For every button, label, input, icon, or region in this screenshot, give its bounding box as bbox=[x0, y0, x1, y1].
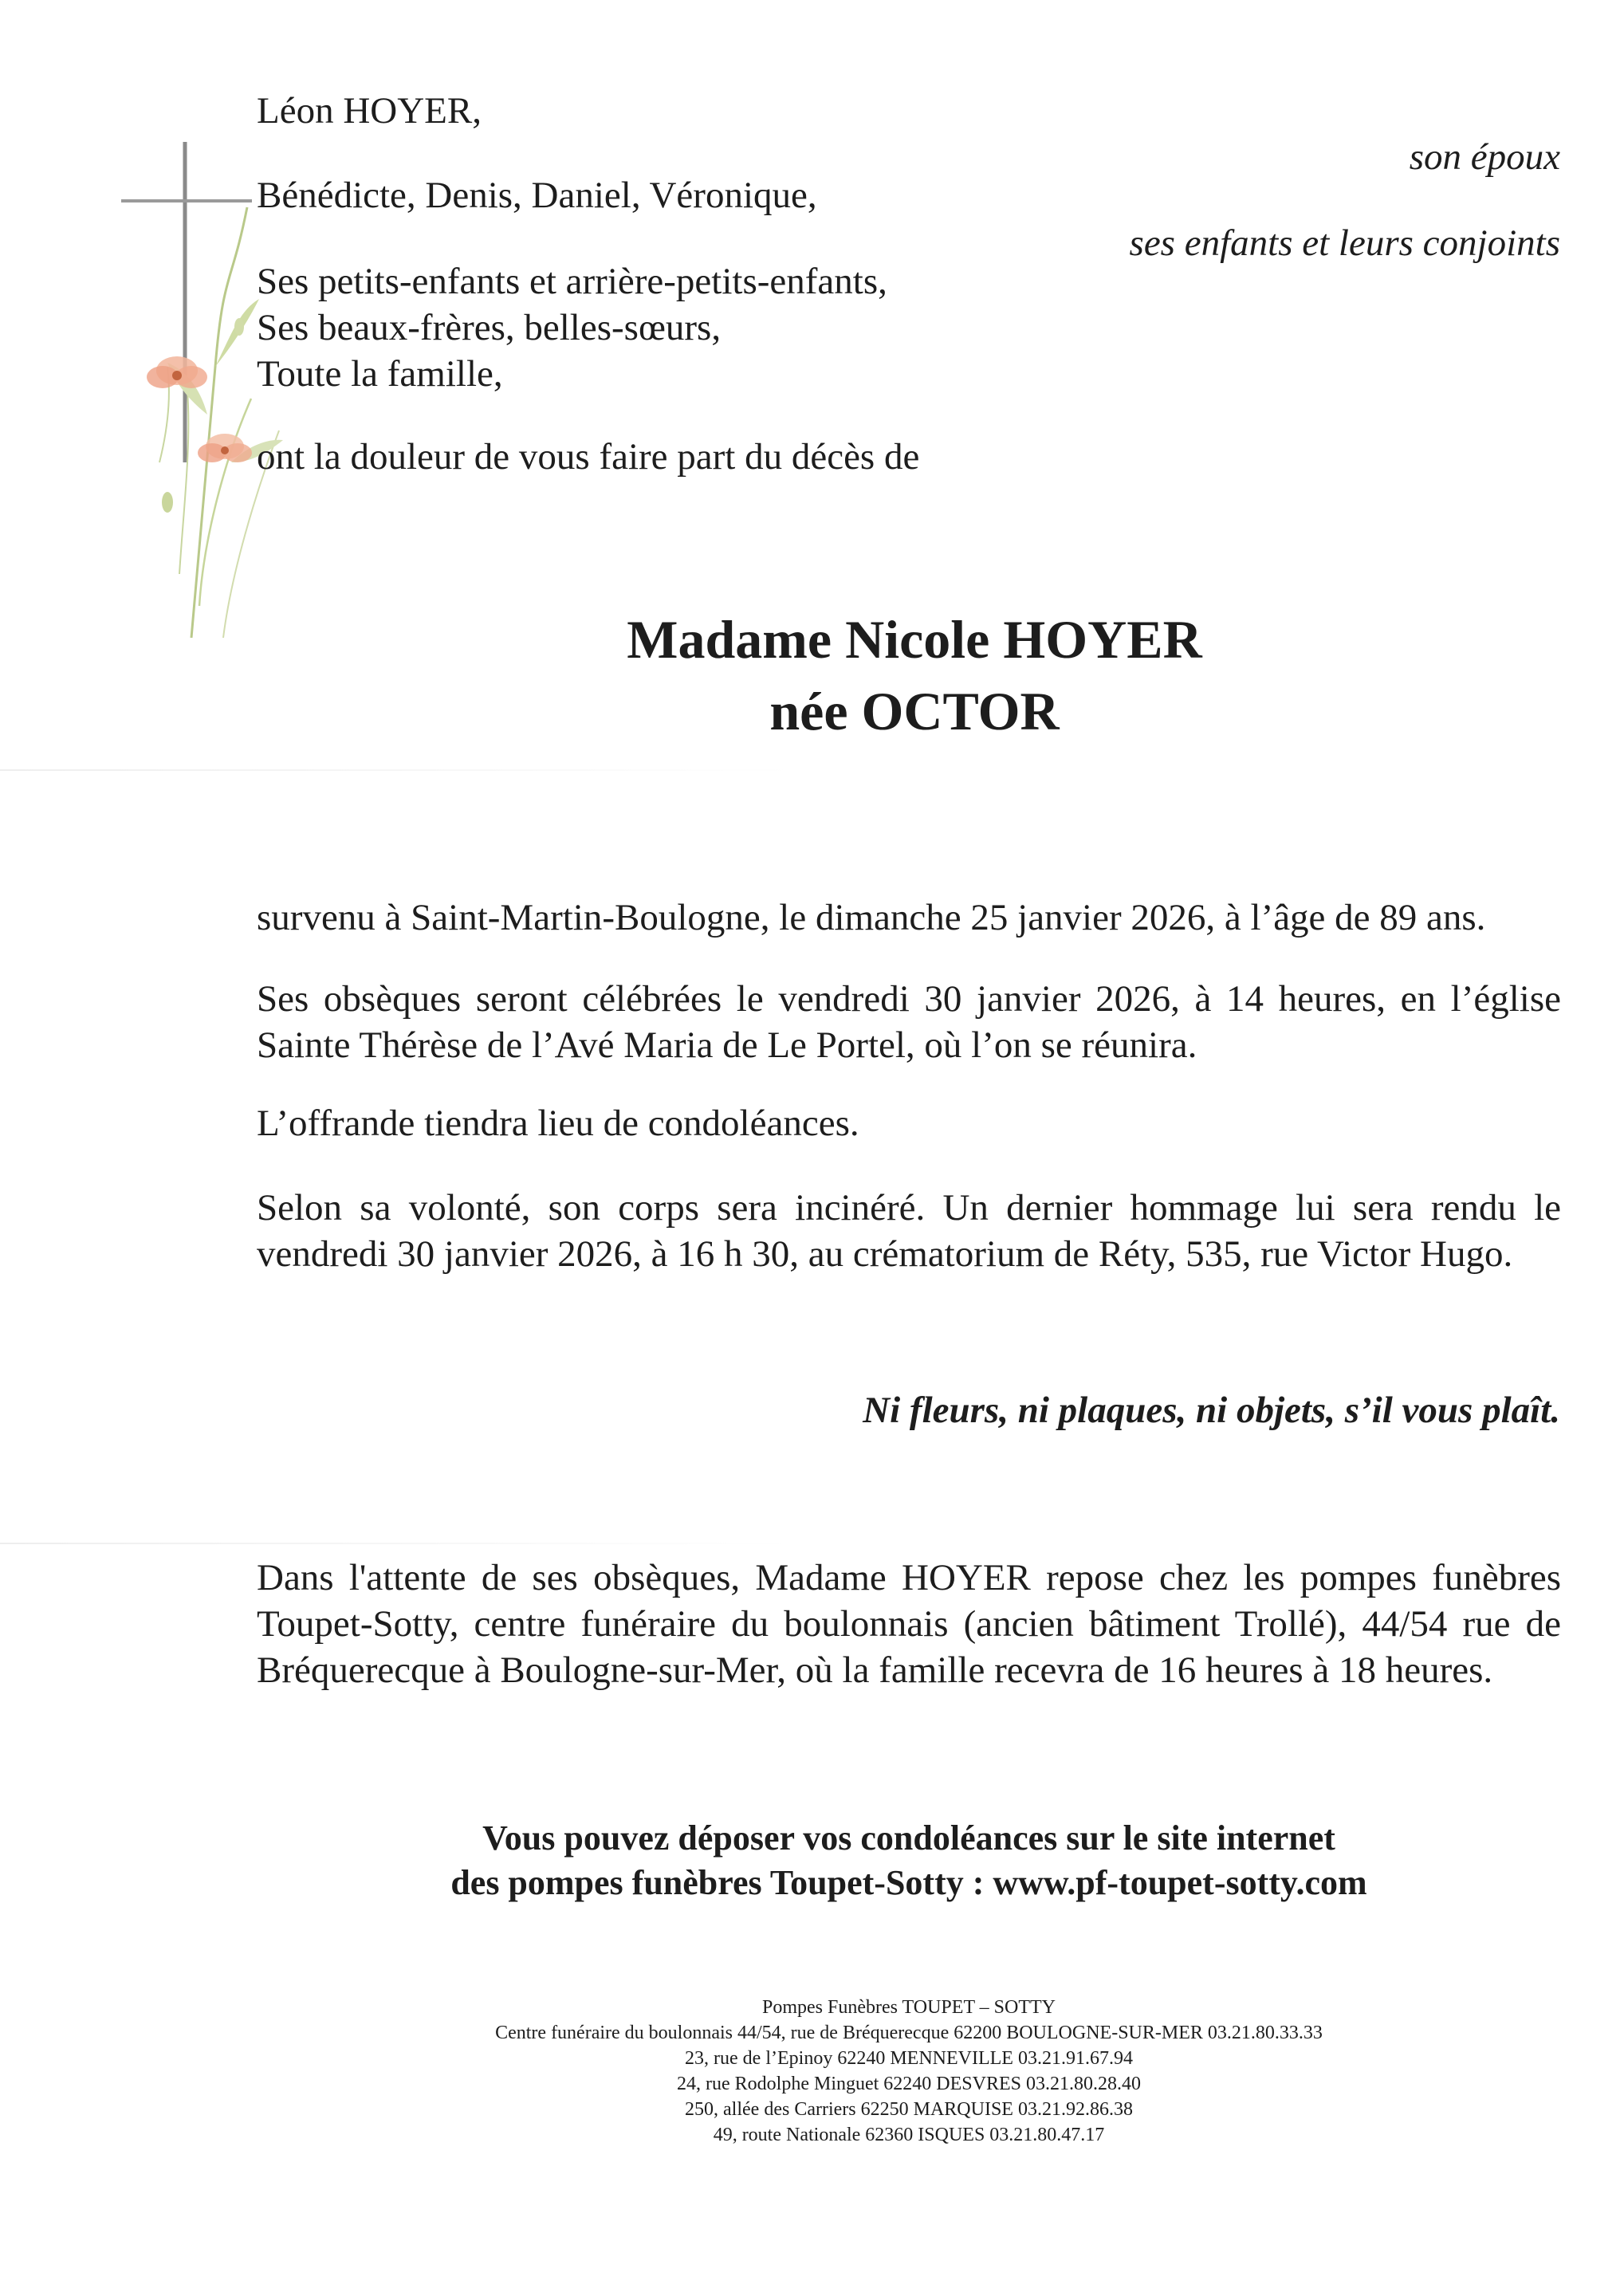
family-line-inlaws: Ses beaux-frères, belles-sœurs, bbox=[257, 307, 722, 348]
fold-line bbox=[0, 1543, 797, 1544]
rest-line-1: Dans l'attente de ses obsèques, Madame HOYER repose chez les pompes funèbres bbox=[257, 1557, 1561, 1598]
role-spouse: son époux bbox=[1409, 136, 1560, 178]
footer-address-3: 24, rue Rodolphe Minguet 62240 DESVRES 03.21.80.28.40 bbox=[677, 2074, 1141, 2094]
condolences-line-1: Vous pouvez déposer vos condoléances sur le site internet bbox=[482, 1818, 1335, 1858]
announcement: ont la douleur de vous faire part du décès de bbox=[257, 436, 920, 478]
family-line-husband: Léon HOYER, bbox=[257, 90, 482, 132]
deceased-maiden-name: née OCTOR bbox=[769, 681, 1060, 741]
rest-line-2: Toupet-Sotty, centre funéraire du boulonnais (ancien bâtiment Trollé), 44/54 rue de bbox=[257, 1603, 1561, 1645]
family-line-family: Toute la famille, bbox=[257, 353, 503, 395]
footer-company: Pompes Funèbres TOUPET – SOTTY bbox=[761, 1997, 1056, 2018]
family-line-grandchildren: Ses petits-enfants et arrière-petits-enfants, bbox=[257, 261, 887, 302]
family-line-children: Bénédicte, Denis, Daniel, Véronique, bbox=[257, 175, 817, 216]
funeral-line-2: Sainte Thérèse de l’Avé Maria de Le Portel, où l’on se réunira. bbox=[257, 1024, 1197, 1066]
death-details: survenu à Saint-Martin-Boulogne, le dimanche 25 janvier 2026, à l’âge de 89 ans. bbox=[257, 897, 1486, 938]
footer-address-2: 23, rue de l’Epinoy 62240 MENNEVILLE 03.21.91.67.94 bbox=[685, 2048, 1133, 2069]
cremation-line-1: Selon sa volonté, son corps sera incinéré. Un dernier hommage lui sera rendu le bbox=[257, 1187, 1561, 1229]
offering-note: L’offrande tiendra lieu de condoléances. bbox=[257, 1103, 859, 1144]
cremation-line-2: vendredi 30 janvier 2026, à 16 h 30, au crématorium de Réty, 535, rue Victor Hugo. bbox=[257, 1233, 1513, 1275]
footer-address-5: 49, route Nationale 62360 ISQUES 03.21.80.47.17 bbox=[713, 2125, 1105, 2145]
footer-address-1: Centre funéraire du boulonnais 44/54, rue de Bréquerecque 62200 BOULOGNE-SUR-MER 03.21.80.33.33 bbox=[495, 2023, 1323, 2043]
footer-address-4: 250, allée des Carriers 62250 MARQUISE 03.21.92.86.38 bbox=[685, 2099, 1133, 2120]
condolences-line-2: des pompes funèbres Toupet-Sotty : www.pf-toupet-sotty.com bbox=[450, 1863, 1367, 1902]
funeral-line-1: Ses obsèques seront célébrées le vendredi 30 janvier 2026, à 14 heures, en l’église bbox=[257, 978, 1561, 1020]
deceased-name: Madame Nicole HOYER bbox=[627, 609, 1202, 670]
fold-line bbox=[0, 769, 797, 771]
rest-line-3: Bréquerecque à Boulogne-sur-Mer, où la famille recevra de 16 heures à 18 heures. bbox=[257, 1649, 1493, 1691]
role-children: ses enfants et leurs conjoints bbox=[1129, 222, 1560, 264]
no-flowers-note: Ni fleurs, ni plaques, ni objets, s’il vous plaît. bbox=[863, 1390, 1560, 1431]
